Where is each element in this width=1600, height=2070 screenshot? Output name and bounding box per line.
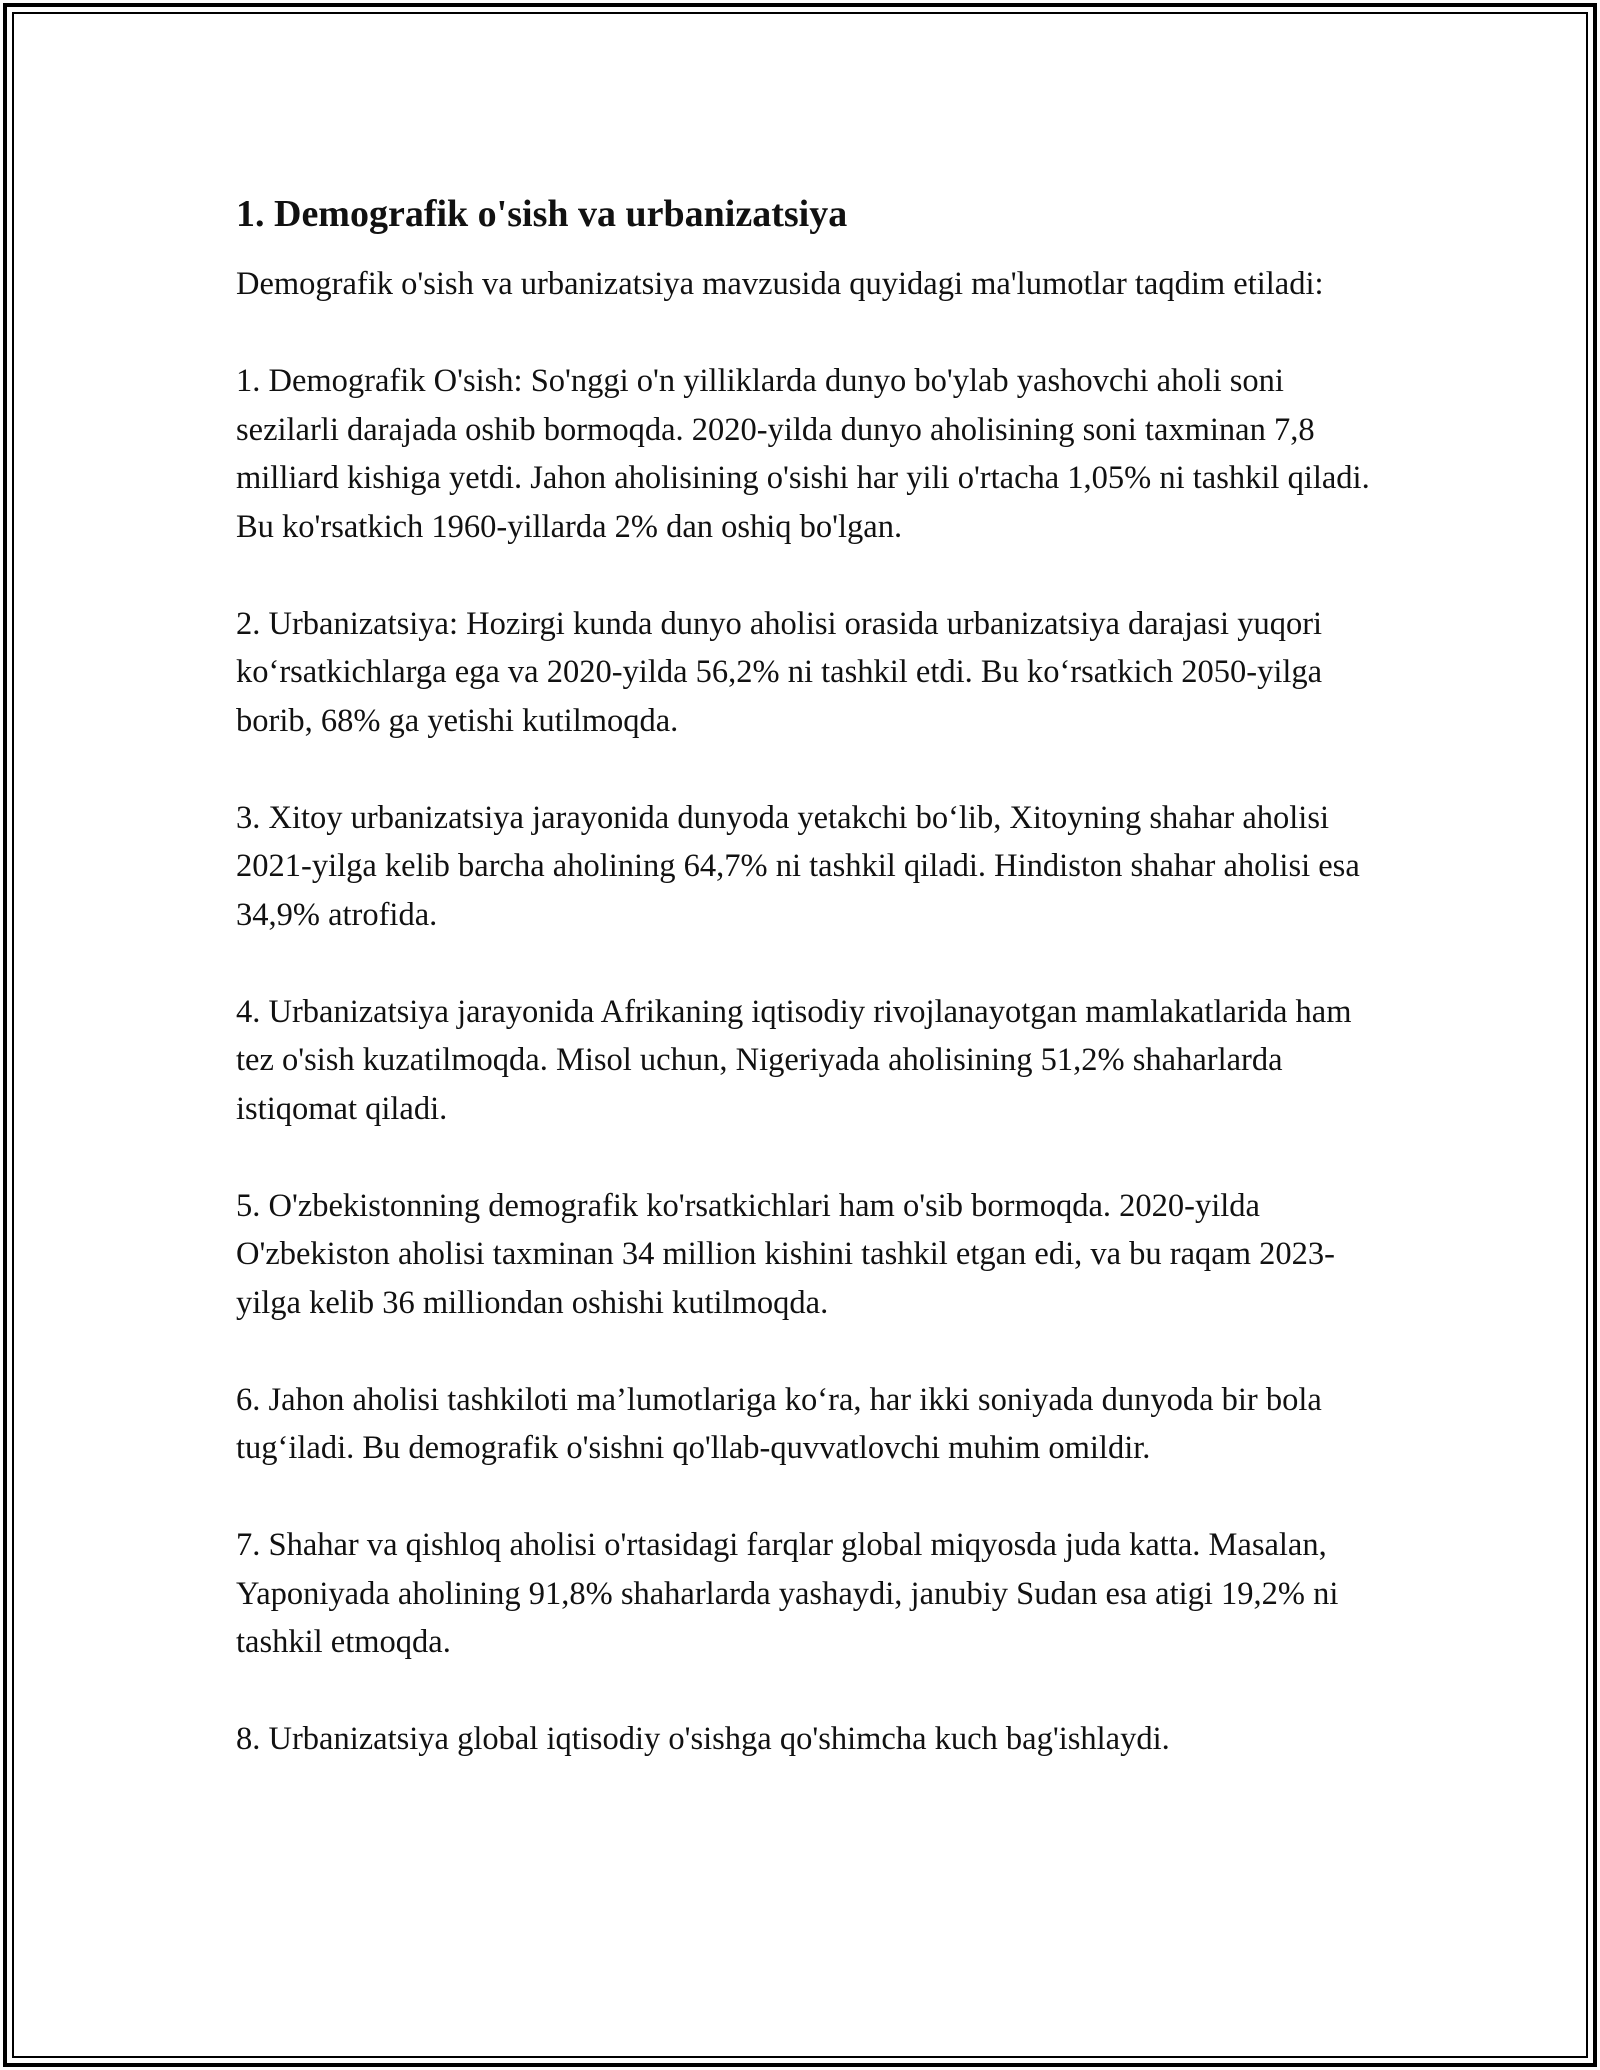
paragraph-3-china: 3. Xitoy urbanizatsiya jarayonida dunyoda yetakchi bo‘lib, Xitoyning shahar aholisi 2021-yilga kelib barcha aholining 64,7% ni tashkil qiladi. Hindiston shahar aholisi esa 34,9% atrofida. [236, 799, 1360, 933]
document-title: 1. Demografik o'sish va urbanizatsiya [236, 193, 848, 235]
paragraph-5-uzbekistan: 5. O'zbekistonning demografik ko'rsatkichlari ham o'sib bormoqda. 2020-yilda O'zbekiston aholisi taxminan 34 million kishini tashkil etgan edi, va bu raqam 2023-yilga kelib 36 milliondan oshishi kutilmoqda. [236, 1187, 1335, 1321]
document-body [236, 188, 1376, 1764]
paragraph-1-demographic-growth: 1. Demografik O'sish: So'nggi o'n yilliklarda dunyo bo'ylab yashovchi aholi soni sezilarli darajada oshib bormoqda. 2020-yilda dunyo aholisining soni taxminan 7,8 milliard kishiga yetdi. Jahon aholisining o'sishi har yili o'rtacha 1,05% ni tashkil qiladi. Bu ko'rsatkich 1960-yillarda 2% dan oshiq bo'lgan. [236, 363, 1370, 545]
paragraph-8-economic-growth: 8. Urbanizatsiya global iqtisodiy o'sishga qo'shimcha kuch bag'ishlaydi. [236, 1721, 1170, 1757]
paragraph-6-births: 6. Jahon aholisi tashkiloti ma’lumotlariga ko‘ra, har ikki soniyada dunyoda bir bola tug‘iladi. Bu demografik o'sishni qo'llab-quvvatlovchi muhim omildir. [236, 1381, 1322, 1466]
paragraph-2-urbanization: 2. Urbanizatsiya: Hozirgi kunda dunyo aholisi orasida urbanizatsiya darajasi yuqori ko‘rsatkichlarga ega va 2020-yilda 56,2% ni tashkil etdi. Bu ko‘rsatkich 2050-yilga borib, 68% ga yetishi kutilmoqda. [236, 605, 1323, 739]
paragraph-7-urban-rural: 7. Shahar va qishloq aholisi o'rtasidagi farqlar global miqyosda juda katta. Masalan, Yaponiyada aholining 91,8% shaharlarda yashaydi, janubiy Sudan esa atigi 19,2% ni tashkil etmoqda. [236, 1527, 1339, 1660]
paragraph-4-africa: 4. Urbanizatsiya jarayonida Afrikaning iqtisodiy rivojlanayotgan mamlakatlarida ham tez o'sish kuzatilmoqda. Misol uchun, Nigeriyada aholisining 51,2% shaharlarda istiqomat qiladi. [236, 993, 1352, 1127]
intro-paragraph: Demografik o'sish va urbanizatsiya mavzusida quyidagi ma'lumotlar taqdim etiladi: [236, 266, 1324, 302]
